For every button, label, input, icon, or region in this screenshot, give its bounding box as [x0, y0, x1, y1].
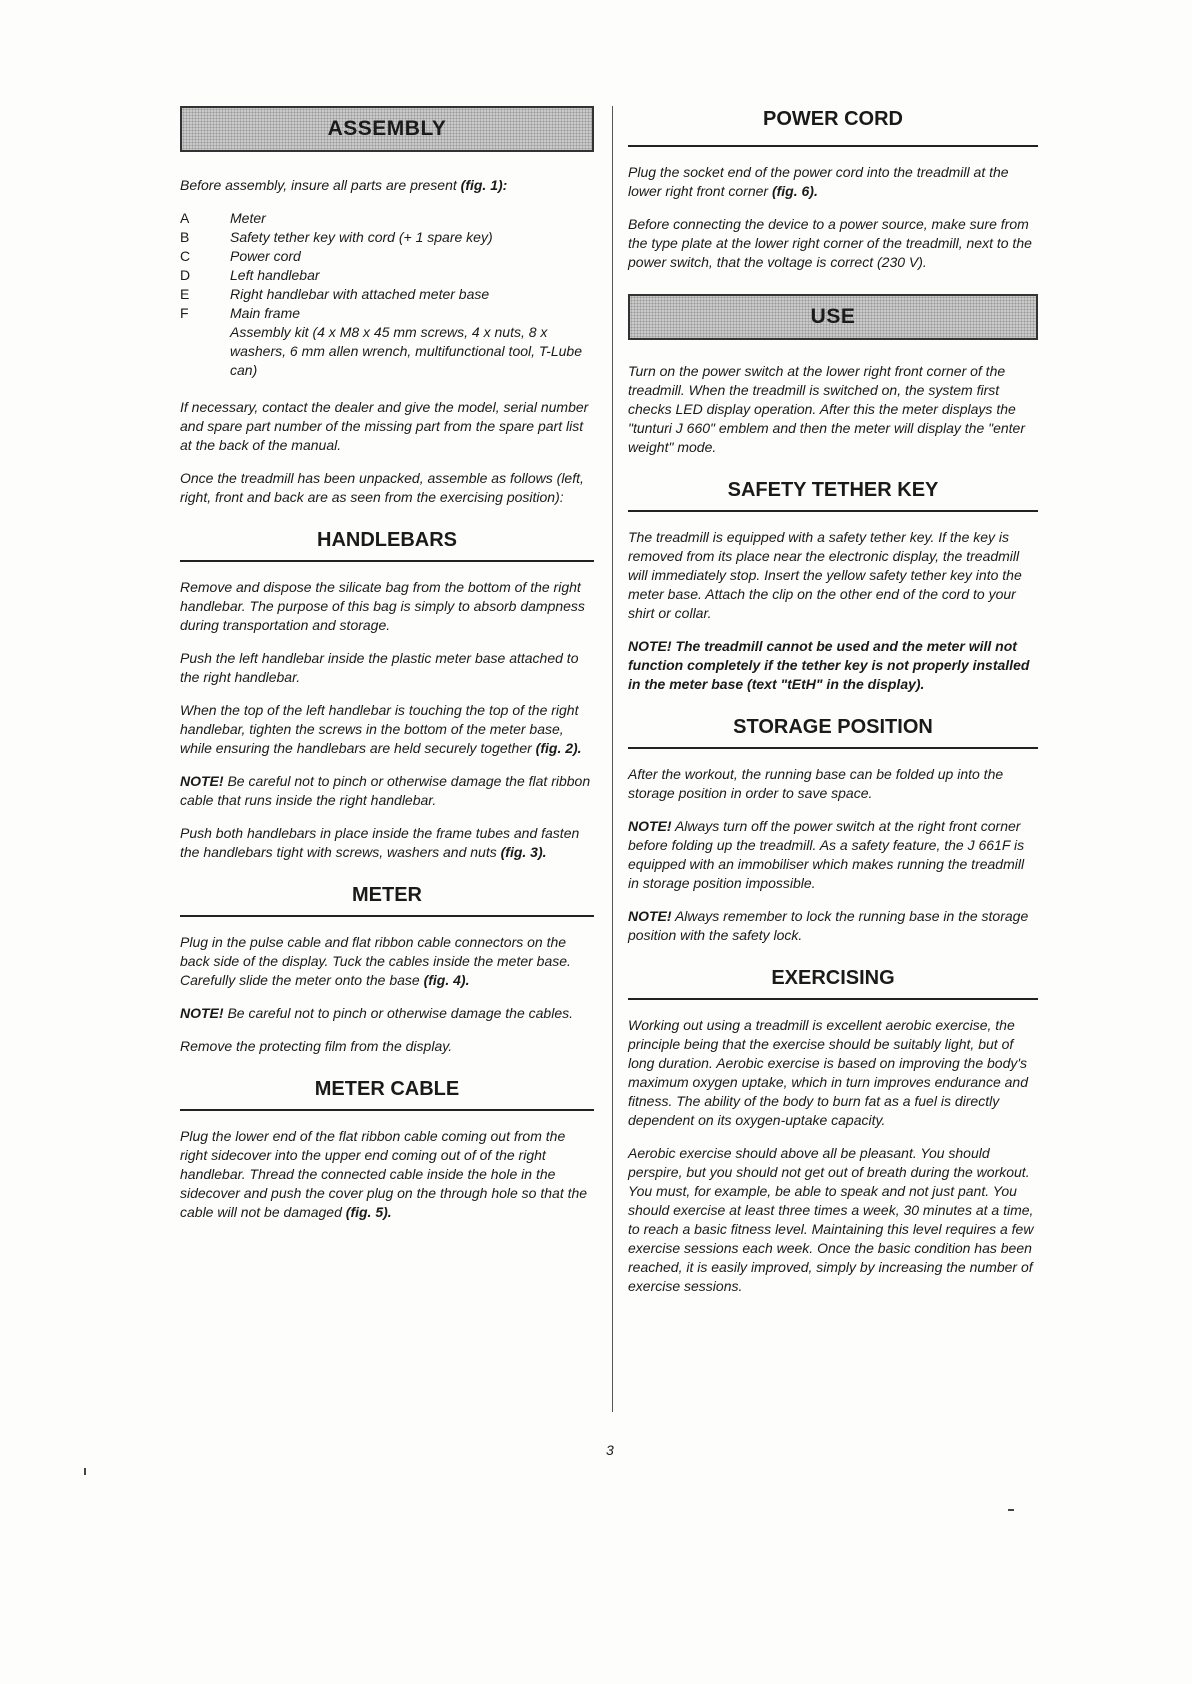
meter-p1: Plug in the pulse cable and flat ribbon cable connectors on the back side of the display. Tuck the cables inside the meter base. Carefully slide the meter onto the base (fig. 4).	[180, 934, 571, 988]
safety-note: NOTE! The treadmill cannot be used and the meter will not function completely if the tether key is not properly installed in the meter base (text "tEtH" in the display).	[628, 638, 1030, 692]
power-cord-p2: Before connecting the device to a power source, make sure from the type plate at the lower right corner of the treadmill, next to the power switch, that the voltage is correct (230 V).	[628, 216, 1032, 270]
parts-list-item: D Left handlebar	[180, 267, 320, 283]
parts-list-item: B Safety tether key with cord (+ 1 spare key)	[180, 229, 493, 245]
meter-rule	[180, 915, 594, 917]
handlebars-note: NOTE! Be careful not to pinch or otherwise damage the flat ribbon cable that runs inside the right handlebar.	[180, 773, 591, 808]
assembly-contact: If necessary, contact the dealer and give the model, serial number and spare part number of the missing part from the spare part list at the back of the manual.	[180, 399, 589, 453]
handlebars-p3: When the top of the left handlebar is touching the top of the right handlebar, tighten the screws in the bottom of the meter base, while ensuring the handlebars are held securely together (fig. 2).	[180, 702, 582, 756]
safety-rule	[628, 510, 1038, 512]
handlebars-heading: HANDLEBARS	[317, 529, 457, 551]
assembly-banner	[180, 106, 594, 152]
use-p1: Turn on the power switch at the lower right front corner of the treadmill. When the treadmill is switched on, the system first checks LED display operation. After this the meter displays the "tunturi J 660" emblem and then the meter will display the "enter weight" mode.	[628, 363, 1026, 455]
meter-cable-rule	[180, 1109, 594, 1111]
assembly-unpacked: Once the treadmill has been unpacked, assemble as follows (left, right, front and back are as seen from the exercising position):	[180, 470, 584, 505]
use-banner	[628, 294, 1038, 340]
safety-heading: SAFETY TETHER KEY	[727, 479, 939, 501]
exercising-p1: Working out using a treadmill is excellent aerobic exercise, the principle being that the exercise should be suitably light, but of long duration. Aerobic exercise is based on improving the body's maximum oxygen uptake, which in turn improves endurance and fitness. The ability of the body to burn fat as a fuel is directly dependent on its oxygen-uptake capacity.	[628, 1017, 1028, 1128]
meter-heading: METER	[352, 884, 422, 906]
parts-list-item: E Right handlebar with attached meter base	[180, 286, 490, 302]
power-cord-p1: Plug the socket end of the power cord into the treadmill at the lower right front corner (fig. 6).	[628, 164, 1009, 199]
parts-list-item: Assembly kit (4 x M8 x 45 mm screws, 4 x nuts, 8 x washers, 6 mm allen wrench, multifunctional tool, T-Lube can)	[230, 324, 582, 378]
storage-rule	[628, 747, 1038, 749]
handlebars-p1: Remove and dispose the silicate bag from the bottom of the right handlebar. The purpose of this bag is simply to absorb dampness during transportation and storage.	[180, 579, 585, 633]
page-number: 3	[606, 1442, 614, 1458]
right-column	[628, 106, 1038, 1296]
safety-p1: The treadmill is equipped with a safety tether key. If the key is removed from its place near the electronic display, the treadmill will immediately stop. Insert the yellow safety tether key into the meter base. Attach the clip on the other end of the cord to your shirt or collar.	[628, 529, 1022, 621]
power-cord-heading: POWER CORD	[763, 108, 903, 130]
scan-speck	[1008, 1509, 1014, 1511]
handlebars-p2: Push the left handlebar inside the plastic meter base attached to the right handlebar.	[180, 650, 579, 685]
assembly-heading: ASSEMBLY	[327, 117, 447, 140]
meter-p2: Remove the protecting film from the display.	[180, 1038, 453, 1054]
column-divider	[612, 106, 613, 1412]
exercising-p2: Aerobic exercise should above all be pleasant. You should perspire, but you should not get out of breath during the workout. You must, for example, be able to speak and not just pant. You should exercise at least three times a week, 30 minutes at a time, to reach a basic fitness level. Maintaining this level requires a few exercise sessions each week. Once the basic condition has been reached, it is easily improved, simply by increasing the number of exercise sessions.	[628, 1145, 1034, 1294]
parts-list-item: C Power cord	[180, 248, 301, 264]
meter-cable-heading: METER CABLE	[314, 1078, 460, 1100]
use-heading: USE	[810, 305, 856, 328]
meter-note: NOTE! Be careful not to pinch or otherwise damage the cables.	[180, 1005, 573, 1021]
scan-speck	[84, 1468, 86, 1475]
parts-list-item: F Main frame	[180, 305, 301, 321]
assembly-intro: Before assembly, insure all parts are present (fig. 1):	[180, 177, 508, 193]
exercising-rule	[628, 998, 1038, 1000]
parts-list-item: A Meter	[180, 210, 266, 226]
exercising-heading: EXERCISING	[771, 967, 895, 989]
parts-list	[180, 209, 594, 380]
left-column	[180, 106, 594, 1222]
meter-cable-p1: Plug the lower end of the flat ribbon cable coming out from the right sidecover into the upper end coming out of of the right handlebar. Thread the connected cable inside the hole in the sidecover and push the cover plug on the through hole so that the cable will not be damaged (fig. 5).	[180, 1128, 588, 1220]
handlebars-rule	[180, 560, 594, 562]
power-cord-rule	[628, 145, 1038, 147]
storage-note-1: NOTE! Always turn off the power switch at the right front corner before folding up the treadmill. As a safety feature, the J 661F is equipped with an immobiliser which makes running the treadmill in storage position impossible.	[628, 818, 1025, 891]
storage-note-2: NOTE! Always remember to lock the running base in the storage position with the safety lock.	[628, 908, 1029, 943]
handlebars-p4: Push both handlebars in place inside the frame tubes and fasten the handlebars tight with screws, washers and nuts (fig. 3).	[180, 825, 580, 860]
storage-heading: STORAGE POSITION	[733, 716, 933, 738]
storage-p1: After the workout, the running base can be folded up into the storage position in order to save space.	[628, 766, 1004, 801]
